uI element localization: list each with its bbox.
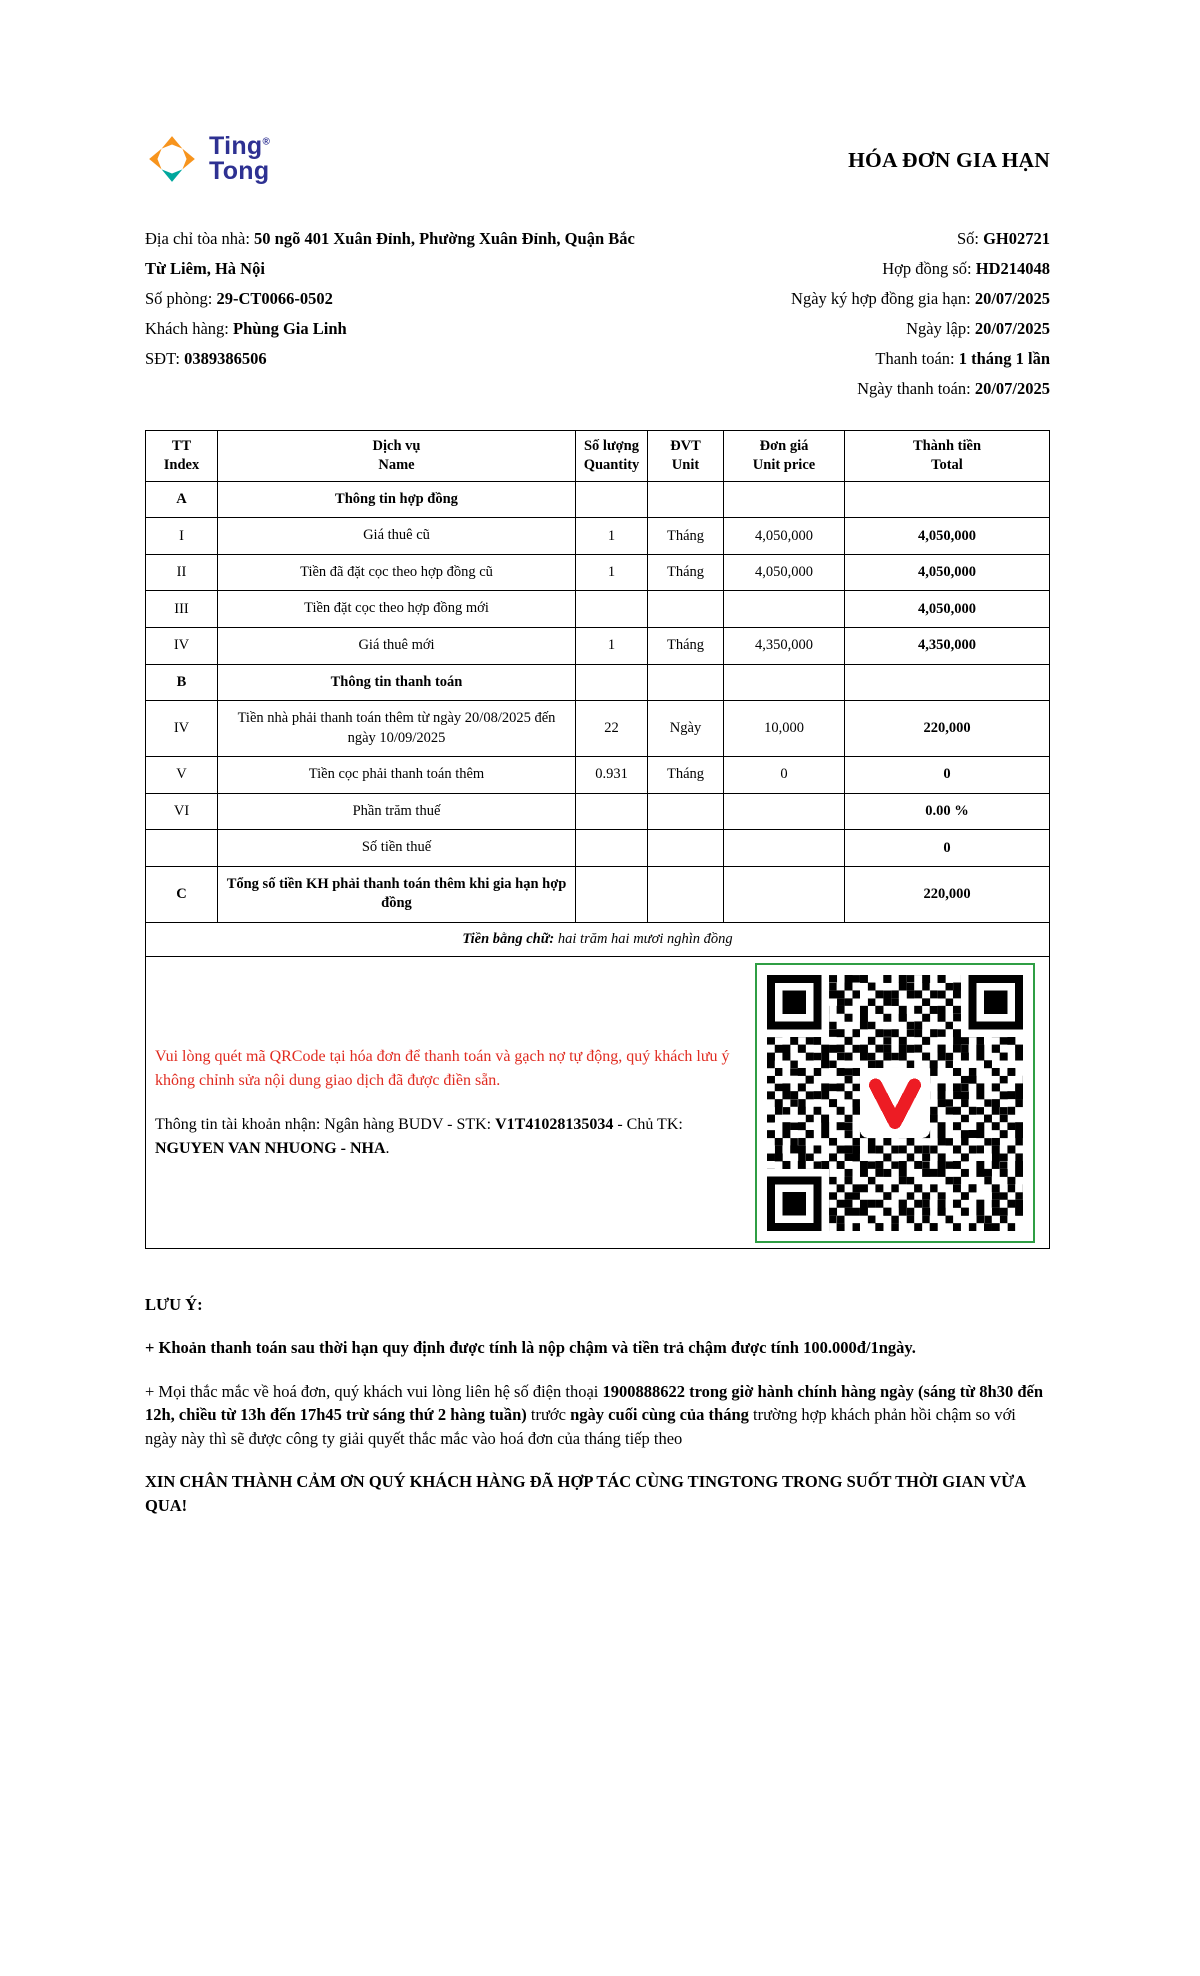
cell-unit xyxy=(648,591,724,628)
payment-instructions xyxy=(155,1045,733,1161)
cell-qty xyxy=(576,664,648,701)
bank-account-owner: NGUYEN VAN NHUONG - NHA xyxy=(155,1139,386,1157)
table-row xyxy=(146,757,1050,794)
cell-price xyxy=(724,591,845,628)
cell-unit xyxy=(648,830,724,867)
tingtong-star-icon xyxy=(145,132,199,186)
cell-index: C xyxy=(146,866,218,922)
building-address-value: 50 ngõ 401 Xuân Đỉnh, Phường Xuân Đỉnh, Quận Bắc Từ Liêm, Hà Nội xyxy=(145,229,635,278)
bank-account-number: V1T41028135034 xyxy=(495,1115,614,1133)
renewal-sign-date-label: Ngày ký hợp đồng gia hạn: xyxy=(791,289,975,308)
hotline-note-4: ngày cuối cùng của tháng xyxy=(570,1405,749,1425)
tingtong-logo xyxy=(145,132,270,186)
qr-finder-top-left xyxy=(767,975,829,1037)
header xyxy=(145,132,1050,186)
cell-unit: Tháng xyxy=(648,518,724,555)
invoice-info xyxy=(145,224,1050,404)
hotline-note xyxy=(145,1380,1050,1450)
cell-qty xyxy=(576,481,648,518)
payment-date-value: 20/07/2025 xyxy=(974,379,1050,398)
cell-unit xyxy=(648,793,724,830)
payment-date-label: Ngày thanh toán: xyxy=(857,379,975,398)
phone-value: 0389386506 xyxy=(184,349,267,368)
hotline-note-2: 1900888622 trong giờ hành chính hàng ngày (sáng từ 8h30 đến 12h, chiều từ 13h đến 17h45 trừ sáng thứ 2 hàng tuần) xyxy=(145,1381,1043,1425)
phone-label: SĐT: xyxy=(145,349,185,368)
issue-date-value: 20/07/2025 xyxy=(974,319,1050,338)
cell-index: B xyxy=(146,664,218,701)
charges-table xyxy=(145,430,1050,957)
customer-info xyxy=(145,224,650,404)
customer-name-value: Phùng Gia Linh xyxy=(232,319,347,338)
charges-table-header xyxy=(146,431,1050,482)
room-number-line xyxy=(145,284,650,314)
late-payment-note: + Khoản thanh toán sau thời hạn quy định được tính là nộp chậm và tiền trả chậm được tính 100.000đ/1ngày. xyxy=(145,1338,916,1358)
amount-in-words xyxy=(146,923,1050,957)
notes-heading: LƯU Ý: xyxy=(145,1295,203,1314)
table-row xyxy=(146,518,1050,555)
cell-total: 4,050,000 xyxy=(845,591,1050,628)
col-index: TT Index xyxy=(146,431,218,482)
phone-line xyxy=(145,344,650,374)
logo-word-1: Ting xyxy=(209,132,263,160)
table-row xyxy=(146,591,1050,628)
bank-account-text xyxy=(155,1113,733,1161)
cell-index: IV xyxy=(146,627,218,664)
cell-price: 4,350,000 xyxy=(724,627,845,664)
contract-number-line xyxy=(791,254,1050,284)
cell-total: 4,050,000 xyxy=(845,518,1050,555)
cell-index: IV xyxy=(146,701,218,757)
table-row xyxy=(146,793,1050,830)
cell-qty xyxy=(576,793,648,830)
cell-qty xyxy=(576,830,648,867)
cell-qty: 0.931 xyxy=(576,757,648,794)
cell-qty xyxy=(576,866,648,922)
cell-price: 10,000 xyxy=(724,701,845,757)
cell-index: II xyxy=(146,554,218,591)
cell-total xyxy=(845,664,1050,701)
qr-finder-top-right xyxy=(961,975,1023,1037)
cell-index: III xyxy=(146,591,218,628)
issue-date-label: Ngày lập: xyxy=(906,319,975,338)
cell-name: Giá thuê cũ xyxy=(218,518,576,555)
cell-price xyxy=(724,793,845,830)
amount-in-words-label: Tiền bằng chữ: xyxy=(462,931,555,947)
cell-price: 4,050,000 xyxy=(724,518,845,555)
contract-number-label: Hợp đồng số: xyxy=(882,259,976,278)
cell-name: Tổng số tiền KH phải thanh toán thêm khi gia hạn hợp đồng xyxy=(218,866,576,922)
cell-total xyxy=(845,481,1050,518)
building-address-label: Địa chỉ tòa nhà: xyxy=(145,229,255,248)
renewal-sign-date-line xyxy=(791,284,1050,314)
building-address-line xyxy=(145,224,650,284)
cell-index: V xyxy=(146,757,218,794)
cell-name: Số tiền thuế xyxy=(218,830,576,867)
cell-unit: Ngày xyxy=(648,701,724,757)
cell-qty: 22 xyxy=(576,701,648,757)
notes-section xyxy=(145,1293,1050,1517)
qr-payment-box xyxy=(145,957,1050,1249)
cell-unit: Tháng xyxy=(648,757,724,794)
qr-code-frame xyxy=(755,963,1035,1243)
cell-name: Tiền cọc phải thanh toán thêm xyxy=(218,757,576,794)
invoice-title: HÓA ĐƠN GIA HẠN xyxy=(848,148,1050,172)
cell-price xyxy=(724,664,845,701)
cell-name: Tiền đặt cọc theo hợp đồng mới xyxy=(218,591,576,628)
cell-total: 220,000 xyxy=(845,701,1050,757)
col-unit: ĐVT Unit xyxy=(648,431,724,482)
table-row xyxy=(146,627,1050,664)
hotline-note-1: + Mọi thắc mắc về hoá đơn, quý khách vui lòng liên hệ số điện thoại xyxy=(145,1381,603,1401)
cell-index: I xyxy=(146,518,218,555)
cell-price xyxy=(724,481,845,518)
customer-name-label: Khách hàng: xyxy=(145,319,233,338)
tingtong-logo-wordmark xyxy=(209,134,270,184)
cell-index xyxy=(146,830,218,867)
qr-warning-text: Vui lòng quét mã QRCode tại hóa đơn để thanh toán và gạch nợ tự động, quý khách lưu ý không chỉnh sửa nội dung giao dịch đã được điền sẵn. xyxy=(155,1047,730,1089)
cell-name: Tiền nhà phải thanh toán thêm từ ngày 20/08/2025 đến ngày 10/09/2025 xyxy=(218,701,576,757)
issue-date-line xyxy=(791,314,1050,344)
cell-total: 0 xyxy=(845,830,1050,867)
cell-index: A xyxy=(146,481,218,518)
payment-cycle-label: Thanh toán: xyxy=(875,349,959,368)
cell-name: Tiền đã đặt cọc theo hợp đồng cũ xyxy=(218,554,576,591)
cell-index: VI xyxy=(146,793,218,830)
table-row-section-a xyxy=(146,481,1050,518)
cell-qty: 1 xyxy=(576,627,648,664)
cell-total: 0.00 % xyxy=(845,793,1050,830)
col-quantity: Số lượng Quantity xyxy=(576,431,648,482)
customer-name-line xyxy=(145,314,650,344)
amount-in-words-row xyxy=(146,923,1050,957)
cell-total: 0 xyxy=(845,757,1050,794)
qr-finder-bottom-left xyxy=(767,1168,829,1230)
table-row xyxy=(146,554,1050,591)
cell-unit xyxy=(648,664,724,701)
invoice-number-value: GH02721 xyxy=(983,229,1050,248)
invoice-number-line xyxy=(791,224,1050,254)
thank-you-text: XIN CHÂN THÀNH CẢM ƠN QUÝ KHÁCH HÀNG ĐÃ HỢP TÁC CÙNG TINGTONG TRONG SUỐT THỜI GIAN VỪA QUA! xyxy=(145,1472,1026,1515)
payment-cycle-value: 1 tháng 1 lần xyxy=(958,349,1050,368)
cell-price: 4,050,000 xyxy=(724,554,845,591)
header-row xyxy=(146,431,1050,482)
cell-name: Thông tin hợp đồng xyxy=(218,481,576,518)
bank-account-suffix: . xyxy=(385,1139,390,1157)
cell-qty: 1 xyxy=(576,518,648,555)
invoice-number-label: Số: xyxy=(956,229,984,248)
cell-total: 220,000 xyxy=(845,866,1050,922)
payment-cycle-line xyxy=(791,344,1050,374)
room-number-label: Số phòng: xyxy=(145,289,217,308)
logo-word-2: Tong xyxy=(209,157,270,185)
bank-account-prefix: Thông tin tài khoản nhận: Ngân hàng BUDV - STK: xyxy=(155,1115,496,1133)
amount-in-words-value: hai trăm hai mươi nghìn đồng xyxy=(554,931,733,947)
cell-price: 0 xyxy=(724,757,845,794)
contract-number-value: HD214048 xyxy=(975,259,1050,278)
hotline-note-5: trường hợp khách phản hồi chậm so với ngày này thì sẽ được công ty giải quyết thắc mắc vào hoá đơn của tháng tiếp theo xyxy=(145,1405,1016,1448)
vietqr-center-logo xyxy=(860,1068,930,1138)
cell-unit: Tháng xyxy=(648,627,724,664)
cell-price xyxy=(724,866,845,922)
bank-account-mid: - Chủ TK: xyxy=(613,1115,683,1133)
charges-table-body xyxy=(146,481,1050,956)
cell-price xyxy=(724,830,845,867)
registered-mark: ® xyxy=(262,136,271,148)
vietqr-code xyxy=(767,975,1023,1231)
cell-qty xyxy=(576,591,648,628)
payment-date-line xyxy=(791,374,1050,404)
col-total: Thành tiền Total xyxy=(845,431,1050,482)
renewal-sign-date-value: 20/07/2025 xyxy=(974,289,1050,308)
cell-total: 4,050,000 xyxy=(845,554,1050,591)
cell-name: Thông tin thanh toán xyxy=(218,664,576,701)
col-unit-price: Đơn giá Unit price xyxy=(724,431,845,482)
cell-unit xyxy=(648,866,724,922)
col-service: Dịch vụ Name xyxy=(218,431,576,482)
cell-unit xyxy=(648,481,724,518)
cell-total: 4,350,000 xyxy=(845,627,1050,664)
cell-unit: Tháng xyxy=(648,554,724,591)
table-row xyxy=(146,701,1050,757)
room-number-value: 29-CT0066-0502 xyxy=(216,289,333,308)
cell-name: Giá thuê mới xyxy=(218,627,576,664)
table-row-section-b xyxy=(146,664,1050,701)
table-row-section-c xyxy=(146,866,1050,922)
cell-name: Phần trăm thuế xyxy=(218,793,576,830)
contract-info xyxy=(791,224,1050,404)
table-row xyxy=(146,830,1050,867)
hotline-note-3: trước xyxy=(526,1405,571,1425)
cell-qty: 1 xyxy=(576,554,648,591)
